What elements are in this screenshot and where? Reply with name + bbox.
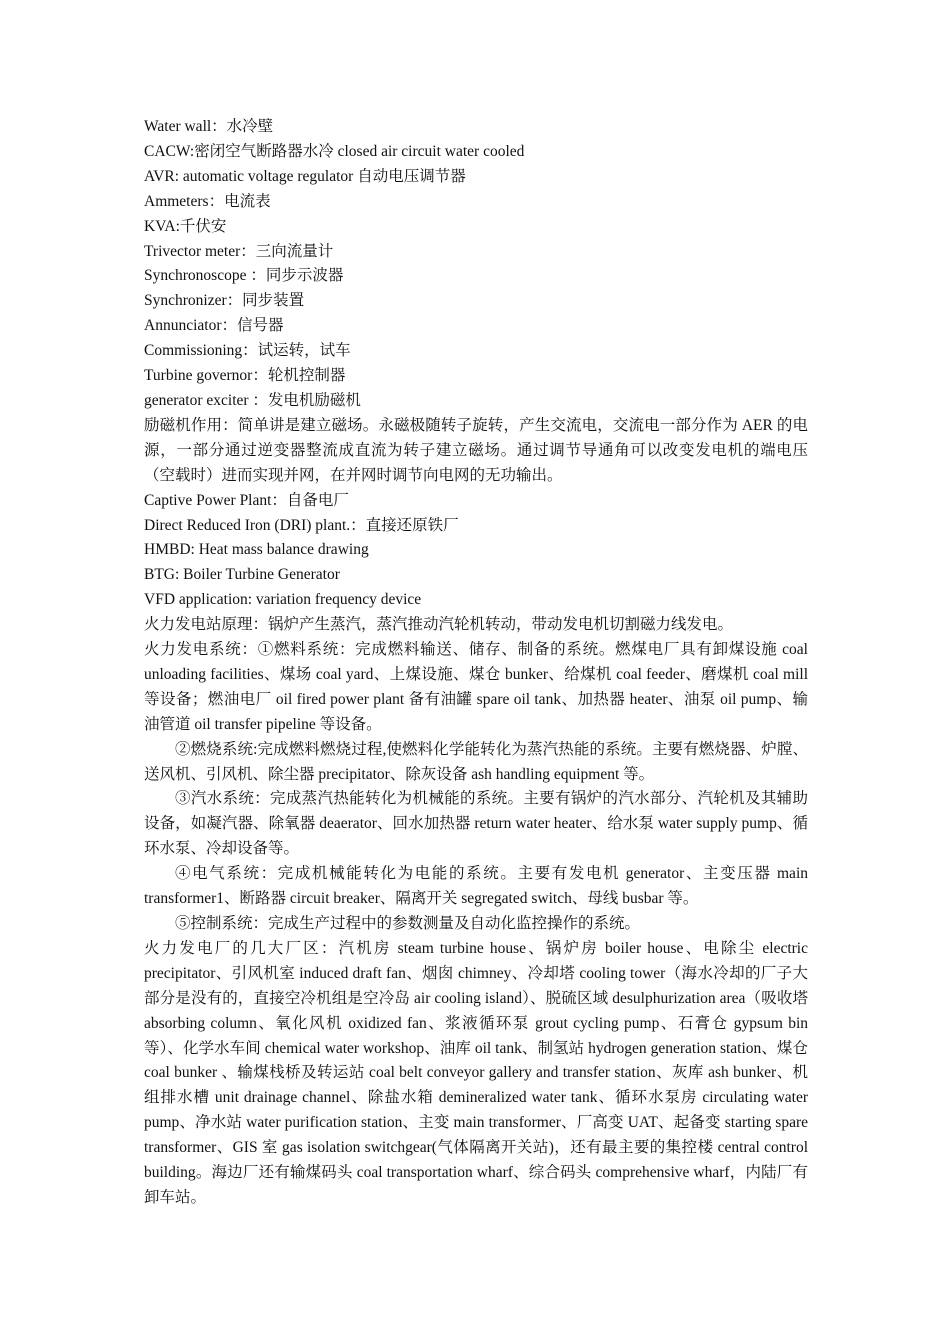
principle-paragraph: 火力发电站原理：锅炉产生蒸汽，蒸汽推动汽轮机转动，带动发电机切割磁力线发电。 [144, 616, 734, 634]
glossary-line: generator exciter ：发电机励磁机 [144, 391, 361, 409]
glossary-line: Annunciator：信号器 [144, 317, 284, 335]
glossary-line: BTG: Boiler Turbine Generator [144, 566, 340, 584]
glossary-line: Synchronoscope ：同步示波器 [144, 267, 344, 285]
glossary-line: Synchronizer：同步装置 [144, 292, 305, 310]
glossary-line: Direct Reduced Iron (DRI) plant.：直接还原铁厂 [144, 516, 459, 534]
plant-areas-paragraph: 火力发电厂的几大厂区：汽机房 steam turbine house、锅炉房 boiler house、电除尘 electric precipitator、引风机室 induced draft fan、烟囱 chimney、冷却塔 cooling tower（海水冷却的厂子大部分是没有的，直接空冷机组是空冷岛 air cooling island）、脱硫区域 desulphurization area（吸收塔 absorbing column、氧化风机 oxidized fan、浆液循环泵 grout cycling pump、石膏仓 gypsum bin 等）、化学水车间 chemical water workshop、油库 oil tank、制氢站 hydrogen generation station、煤仓 coal bunker 、输煤栈桥及转运站 coal belt conveyor gallery and transfer station、灰库 ash bunker、机组排水槽 unit drainage channel、除盐水箱 demineralized water tank、循环水泵房 circulating water pump、净水站 water purification station、主变 main transformer、厂高变 UAT、起备变 starting spare transformer、GIS 室 gas isolation switchgear(气体隔离开关站)，还有最主要的集控楼 central control building。海边厂还有输煤码头 coal transportation wharf、综合码头 comprehensive wharf，内陆厂有卸车站。 [144, 939, 808, 1206]
fuel-system-paragraph: 火力发电系统：①燃料系统：完成燃料输送、储存、制备的系统。燃煤电厂具有卸煤设施 coal unloading facilities、煤场 coal yard、上煤设施、煤仓 bunker、给煤机 coal feeder、磨煤机 coal mill 等设备；燃油电厂 oil fired power plant 备有油罐 spare oil tank、加热器 heater、油泵 oil pump、输油管道 oil transfer pipeline 等设备。 [144, 641, 808, 733]
document-page [144, 115, 808, 1211]
glossary-line: CACW:密闭空气断路器水冷 closed air circuit water cooled [144, 142, 525, 160]
glossary-line: Trivector meter：三向流量计 [144, 242, 334, 260]
glossary-line: AVR: automatic voltage regulator 自动电压调节器 [144, 167, 466, 185]
glossary-line: Ammeters：电流表 [144, 192, 271, 210]
glossary-line: KVA:千伏安 [144, 217, 227, 235]
steam-water-system-paragraph: ③汽水系统：完成蒸汽热能转化为机械能的系统。主要有锅炉的汽水部分、汽轮机及其辅助设备，如凝汽器、除氧器 deaerator、回水加热器 return water heater、给水泵 water supply pump、循环水泵、冷却设备等。 [144, 790, 808, 858]
exciter-paragraph: 励磁机作用：简单讲是建立磁场。永磁极随转子旋转，产生交流电，交流电一部分作为 AER 的电源，一部分通过逆变器整流成直流为转子建立磁场。通过调节导通角可以改变发电机的端电压（空载时）进而实现并网，在并网时调节向电网的无功输出。 [144, 416, 808, 484]
glossary-line: Commissioning：试运转，试车 [144, 342, 351, 360]
glossary-line: HMBD: Heat mass balance drawing [144, 541, 369, 559]
glossary-line: Water wall：水冷壁 [144, 118, 274, 135]
control-system-paragraph: ⑤控制系统：完成生产过程中的参数测量及自动化监控操作的系统。 [175, 915, 641, 932]
glossary-line: VFD application: variation frequency device [144, 591, 422, 609]
glossary-line: Turbine governor：轮机控制器 [144, 367, 346, 385]
electrical-system-paragraph: ④电气系统：完成机械能转化为电能的系统。主要有发电机 generator、主变压器 main transformer1、断路器 circuit breaker、隔离开关 segregated switch、母线 busbar 等。 [144, 865, 808, 908]
combustion-system-paragraph: ②燃烧系统:完成燃料燃烧过程,使燃料化学能转化为蒸汽热能的系统。主要有燃烧器、炉膛、送风机、引风机、除尘器 precipitator、除灰设备 ash handling equipment 等。 [144, 740, 808, 783]
glossary-line: Captive Power Plant：自备电厂 [144, 491, 349, 509]
